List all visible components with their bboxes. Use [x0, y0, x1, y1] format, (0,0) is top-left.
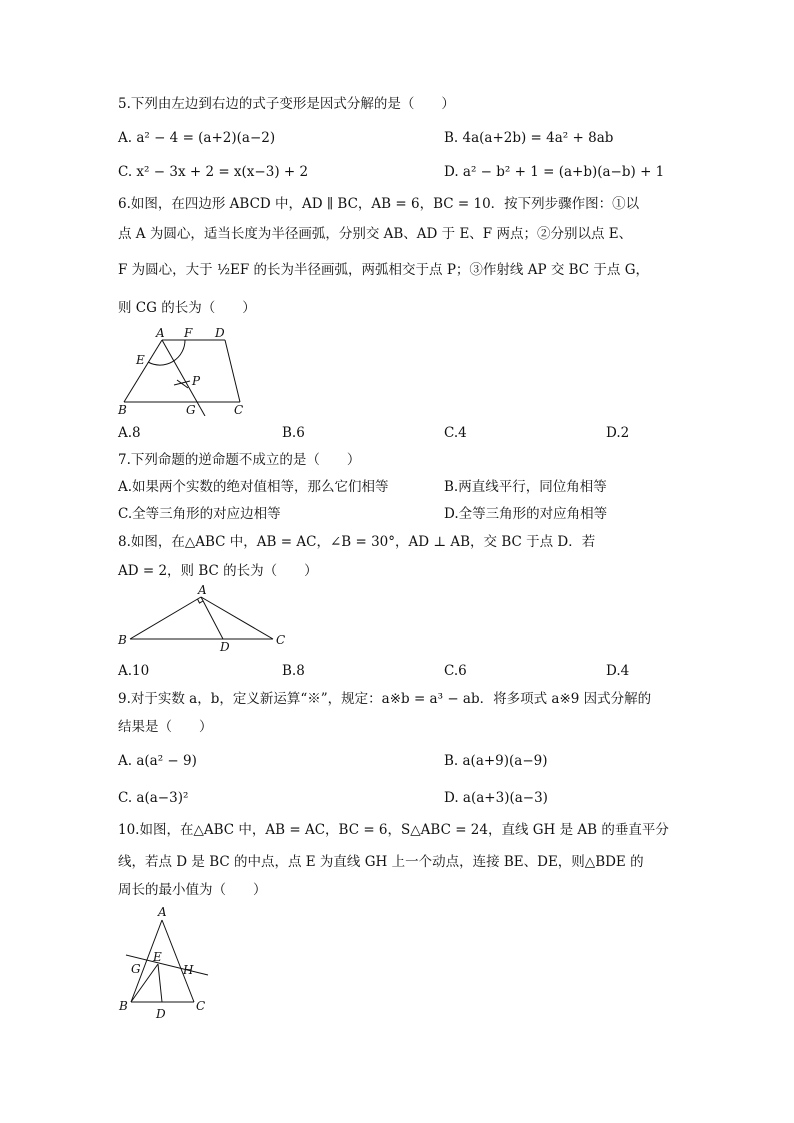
q6-option-c[interactable]: C.4	[444, 425, 467, 441]
q6-label-b: B	[118, 403, 127, 416]
q8-label-c: C	[276, 633, 286, 647]
q7-option-b[interactable]: B.两直线平行，同位角相等	[444, 479, 607, 495]
q8-stem-line1: 8.如图，在△ABC 中，AB = AC，∠B = 30°，AD ⊥ AB，交 BC 于点 D．若	[118, 534, 596, 550]
q6-figure	[112, 324, 262, 416]
q6-label-d: D	[215, 326, 225, 340]
q7-stem: 7.下列命题的逆命题不成立的是（ ）	[118, 452, 361, 468]
q10-stem-line3: 周长的最小值为（ ）	[118, 882, 267, 898]
q8-stem-line2: AD = 2，则 BC 的长为（ ）	[118, 563, 318, 579]
q6-side-ab	[124, 340, 162, 402]
q8-option-d[interactable]: D.4	[606, 663, 630, 679]
q10-side-ac	[162, 920, 194, 1002]
q10-figure	[116, 902, 246, 1024]
q10-label-b: B	[119, 999, 128, 1013]
q6-option-b[interactable]: B.6	[282, 425, 305, 441]
q8-label-b: B	[118, 633, 127, 647]
q5-option-c[interactable]: C. x² − 3x + 2 = x(x−3) + 2	[118, 164, 309, 180]
q6-arc	[148, 340, 185, 365]
q5-option-a[interactable]: A. a² − 4 = (a+2)(a−2)	[118, 130, 276, 146]
q6-option-a[interactable]: A.8	[118, 425, 141, 441]
q9-option-b[interactable]: B. a(a+9)(a−9)	[444, 753, 548, 769]
q6-label-f: F	[184, 326, 193, 340]
q5-option-d[interactable]: D. a² − b² + 1 = (a+b)(a−b) + 1	[444, 164, 665, 180]
q6-stem-line2: 点 A 为圆心，适当长度为半径画弧，分别交 AB、AD 于 E、F 两点；②分别以点 E、	[118, 226, 633, 242]
q10-label-a: A	[158, 905, 167, 919]
q9-option-c[interactable]: C. a(a−3)²	[118, 790, 189, 806]
q8-figure	[114, 584, 294, 654]
q9-stem-line2: 结果是（ ）	[118, 719, 213, 735]
q9-option-a[interactable]: A. a(a² − 9)	[118, 753, 197, 769]
q5-stem: 5.下列由左边到右边的式子变形是因式分解的是（ ）	[118, 96, 455, 112]
q10-label-e: E	[153, 950, 162, 964]
q8-option-c[interactable]: C.6	[444, 663, 467, 679]
q7-option-a[interactable]: A.如果两个实数的绝对值相等，那么它们相等	[118, 479, 389, 495]
q8-side-ab	[130, 597, 201, 639]
q6-label-c: C	[234, 403, 244, 416]
q10-stem-line2: 线，若点 D 是 BC 的中点，点 E 为直线 GH 上一个动点，连接 BE、DE，则△BDE 的	[118, 854, 644, 870]
q8-option-a[interactable]: A.10	[118, 663, 150, 679]
q7-option-c[interactable]: C.全等三角形的对应边相等	[118, 506, 281, 522]
q9-stem-line1: 9.对于实数 a，b，定义新运算“※”，规定：a※b = a³ − ab．将多项式 a※9 因式分解的	[118, 691, 652, 707]
q8-option-b[interactable]: B.8	[282, 663, 305, 679]
q10-segment-de	[158, 964, 162, 1002]
q10-label-g: G	[131, 962, 141, 976]
q6-label-p: P	[192, 374, 201, 388]
q6-option-d[interactable]: D.2	[606, 425, 630, 441]
q6-stem-line1: 6.如图，在四边形 ABCD 中，AD ∥ BC，AB = 6，BC = 10．按下列步骤作图：①以	[118, 196, 640, 212]
q6-label-a: A	[156, 326, 165, 340]
q5-option-b[interactable]: B. 4a(a+2b) = 4a² + 8ab	[444, 130, 614, 146]
q6-label-g: G	[186, 403, 196, 416]
q6-stem-line3: F 为圆心，大于 ½EF 的长为半径画弧，两弧相交于点 P；③作射线 AP 交 BC 于点 G，	[118, 262, 649, 278]
q9-option-d[interactable]: D. a(a+3)(a−3)	[444, 790, 548, 806]
q6-side-cd	[225, 340, 240, 402]
q6-stem-line4: 则 CG 的长为（ ）	[118, 300, 256, 316]
q8-label-d: D	[220, 640, 230, 654]
q8-label-a: A	[198, 584, 207, 597]
q10-label-h: H	[183, 963, 194, 977]
q10-stem-line1: 10.如图，在△ABC 中，AB = AC，BC = 6，S△ABC = 24，直线 GH 是 AB 的垂直平分	[118, 822, 669, 838]
q6-label-e: E	[136, 353, 145, 367]
q7-option-d[interactable]: D.全等三角形的对应角相等	[444, 506, 608, 522]
q10-label-d: D	[156, 1007, 166, 1021]
q10-label-c: C	[196, 999, 206, 1013]
